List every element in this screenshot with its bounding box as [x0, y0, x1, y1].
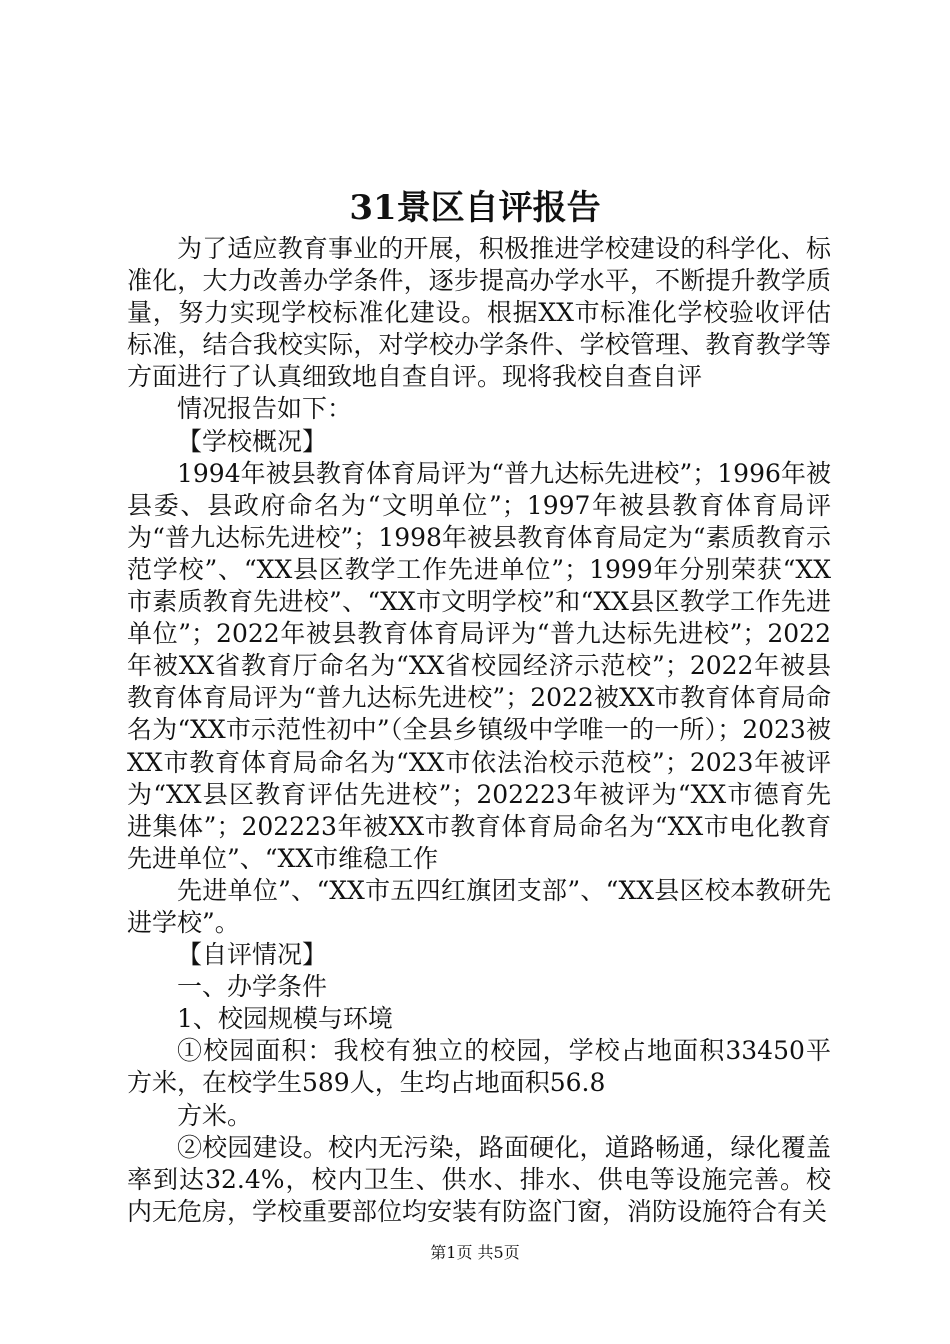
document-body: [127, 233, 831, 1228]
subheading-school-conditions: 一、办学条件: [177, 972, 328, 1002]
page-footer: 第1页 共5页: [430, 1243, 520, 1262]
intro-continuation: 情况报告如下：: [177, 394, 353, 424]
subheading-campus-scale: 1、校园规模与环境: [177, 1004, 393, 1034]
section-heading-school-overview: 【学校概况】: [177, 426, 328, 456]
document-title: 31景区自评报告: [349, 188, 601, 228]
campus-area-continuation: 方米。: [177, 1100, 253, 1130]
honors-continuation: 先进单位”、“XX市五四红旗团支部”、“XX县区校本教研先进学校”。: [127, 875, 831, 937]
honors-paragraph: 1994年被县教育体育局评为“普九达标先进校”；1996年被县委、县政府命名为“文明单位”；1997年被县教育体育局评为“普九达标先进校”；1998年被县教育体育局定为“素质教育示范学校”、“XX县区教学工作先进单位”；1999年分别荣获“XX市素质教育先进校”、“XX市文明学校”和“XX县区教学工作先进单位”；2022年被县教育体育局评为“普九达标先进校”；2022年被XX省教育厅命名为“XX省校园经济示范校”；2022年被县教育体育局评为“普九达标先进校”；2022被XX市教育体育局命名为“XX市示范性初中”（全县乡镇级中学唯一的一所）；2023被XX市教育体育局命名为“XX市依法治校示范校”；2023年被评为“XX县区教育评估先进校”；202223年被评为“XX市德育先进集体”；202223年被XX市教育体育局命名为“XX市电化教育先进单位”、“XX市维稳工作: [127, 458, 831, 873]
campus-construction-paragraph: ②校园建设。校内无污染，路面硬化，道路畅通，绿化覆盖率到达32.4%，校内卫生、供水、排水、供电等设施完善。校内无危房，学校重要部位均安装有防盗门窗，消防设施符合有关: [127, 1132, 831, 1226]
intro-paragraph: 为了适应教育事业的开展，积极推进学校建设的科学化、标准化，大力改善办学条件，逐步提高办学水平，不断提升教学质量，努力实现学校标准化建设。根据XX市标准化学校验收评估标准，结合我校实际，对学校办学条件、学校管理、教育教学等方面进行了认真细致地自查自评。现将我校自查自评: [127, 234, 831, 392]
campus-area-paragraph: ①校园面积：我校有独立的校园，学校占地面积33450平方米，在校学生589人，生均占地面积56.8: [127, 1036, 831, 1098]
section-heading-self-evaluation: 【自评情况】: [177, 940, 328, 970]
